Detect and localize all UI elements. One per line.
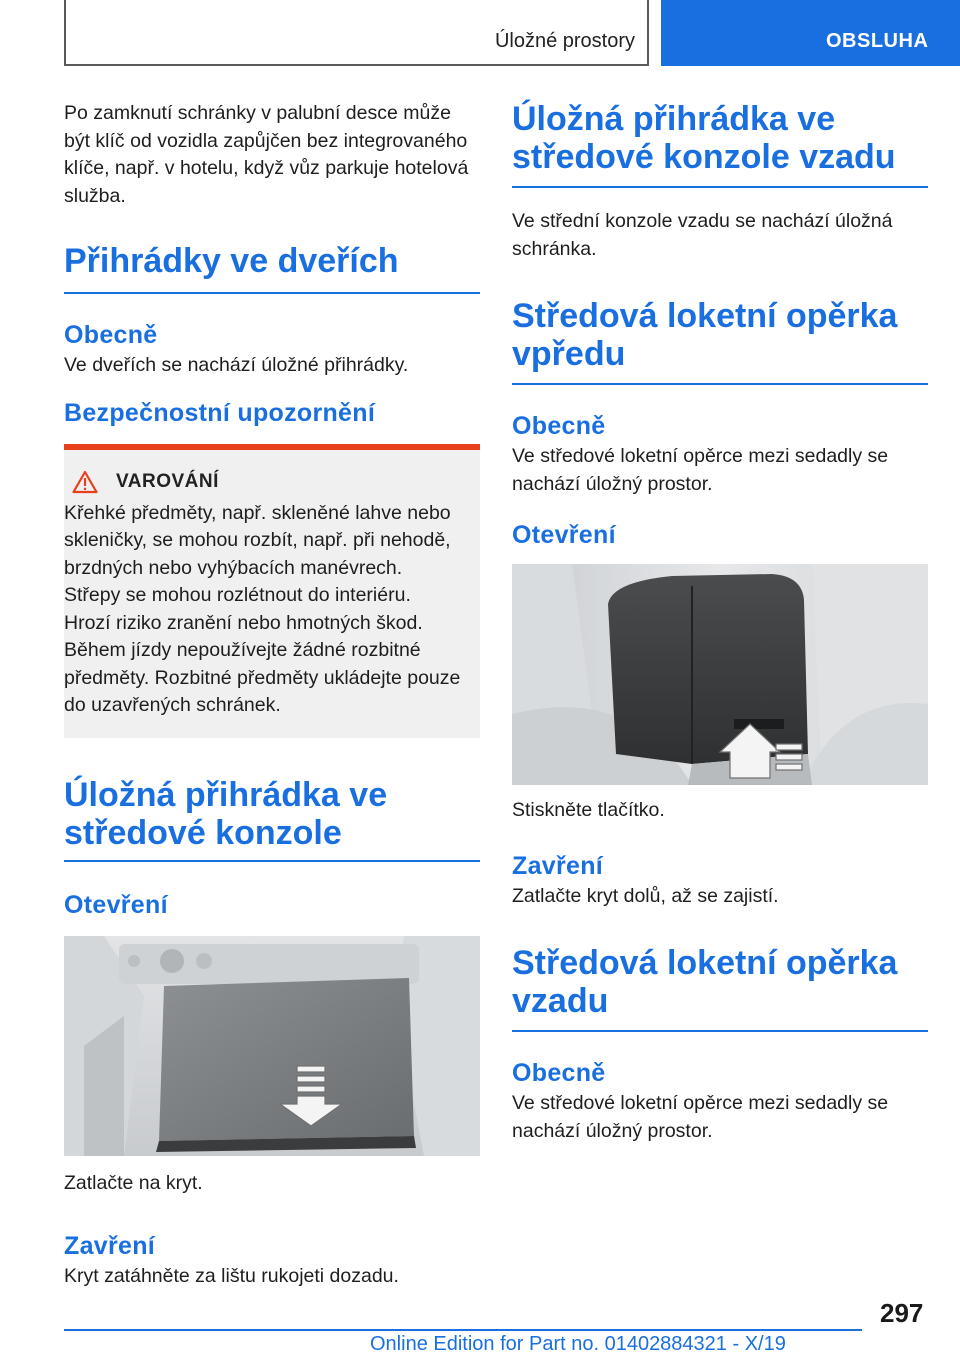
- warning-header: [64, 470, 462, 494]
- console-close-text: Kryt zatáhněte za lištu rukojeti dozadu.: [64, 1265, 399, 1287]
- rear-armrest-title: Středová loketní opěrka vzadu: [512, 944, 898, 1020]
- door-general-heading: Obecně: [64, 321, 158, 349]
- front-close-heading: Zavření: [512, 851, 604, 880]
- console-section-heading-wrap: [64, 776, 480, 862]
- warning-text: Křehké předměty, např. skleněné lahve nebo skleničky, se mohou rozbít, např. při nehodě, brzdných nebo vyhýbacích manévrech. Střepy se mohou rozlétnout do interiéru. Hrozí riziko zranění nebo hmotných škod. Během jízdy nepoužívejte žádné rozbitné předměty. Rozbitné předměty ukládejte pouze do uzavřených schránek.: [64, 501, 461, 716]
- console-open-illustration: [64, 936, 480, 1156]
- console-section-title: Úložná přihrádka ve středové konzole: [64, 775, 388, 852]
- front-open-caption: Stiskněte tlačítko.: [512, 799, 665, 821]
- header-section-box: [64, 0, 649, 66]
- front-armrest-heading-wrap: [512, 297, 928, 385]
- front-close-text: Zatlačte kryt dolů, až se zajistí.: [512, 884, 779, 907]
- rear-general-heading: Obecně: [512, 1059, 606, 1087]
- armrest-open-illustration: [512, 564, 928, 785]
- rear-console-heading-wrap: [512, 100, 928, 188]
- right-column: [512, 100, 928, 1145]
- warning-title: VAROVÁNÍ: [116, 470, 219, 492]
- rear-console-text: Ve střední konzole vzadu se nachází úložná schránka.: [512, 210, 893, 260]
- console-open-caption: Zatlačte na kryt.: [64, 1171, 203, 1194]
- door-section-title: Přihrádky ve dveřích: [64, 242, 399, 280]
- front-general-heading: Obecně: [512, 412, 606, 440]
- header-tab: [661, 0, 960, 66]
- door-general-text: Ve dveřích se nachází úložné přihrádky.: [64, 354, 409, 376]
- footer-rule: [64, 1329, 862, 1331]
- footer-edition-link[interactable]: Online Edition for Part no. 01402884321 - X/19: [370, 1333, 786, 1355]
- front-armrest-title: Středová loketní opěrka vpředu: [512, 297, 898, 373]
- warning-triangle-icon: [72, 470, 98, 494]
- front-general-text: Ve středové loketní opěrce mezi sedadly se nachází úložný prostor.: [512, 445, 889, 495]
- safety-heading: Bezpečnostní upozornění: [64, 398, 376, 427]
- door-section-heading-wrap: [64, 242, 480, 294]
- front-open-heading: Otevření: [512, 521, 616, 549]
- header-section-title: Úložné prostory: [494, 30, 635, 52]
- intro-paragraph: Po zamknutí schránky v palubní desce může být klíč od vozidla zapůjčen bez integrovaného klíče, např. v hotelu, když vůz parkuje hotelová služba.: [64, 102, 469, 207]
- rear-console-title: Úložná přihrádka ve středové konzole vzadu: [512, 100, 896, 176]
- page-number: 297: [880, 1298, 924, 1328]
- console-open-heading: Otevření: [64, 890, 168, 919]
- warning-box: [64, 444, 480, 738]
- rear-general-text: Ve středové loketní opěrce mezi sedadly se nachází úložný prostor.: [512, 1092, 889, 1142]
- console-close-heading: Zavření: [64, 1232, 156, 1260]
- rear-armrest-heading-wrap: [512, 944, 928, 1032]
- header-tab-label: OBSLUHA: [826, 30, 929, 52]
- left-column: [64, 100, 480, 1291]
